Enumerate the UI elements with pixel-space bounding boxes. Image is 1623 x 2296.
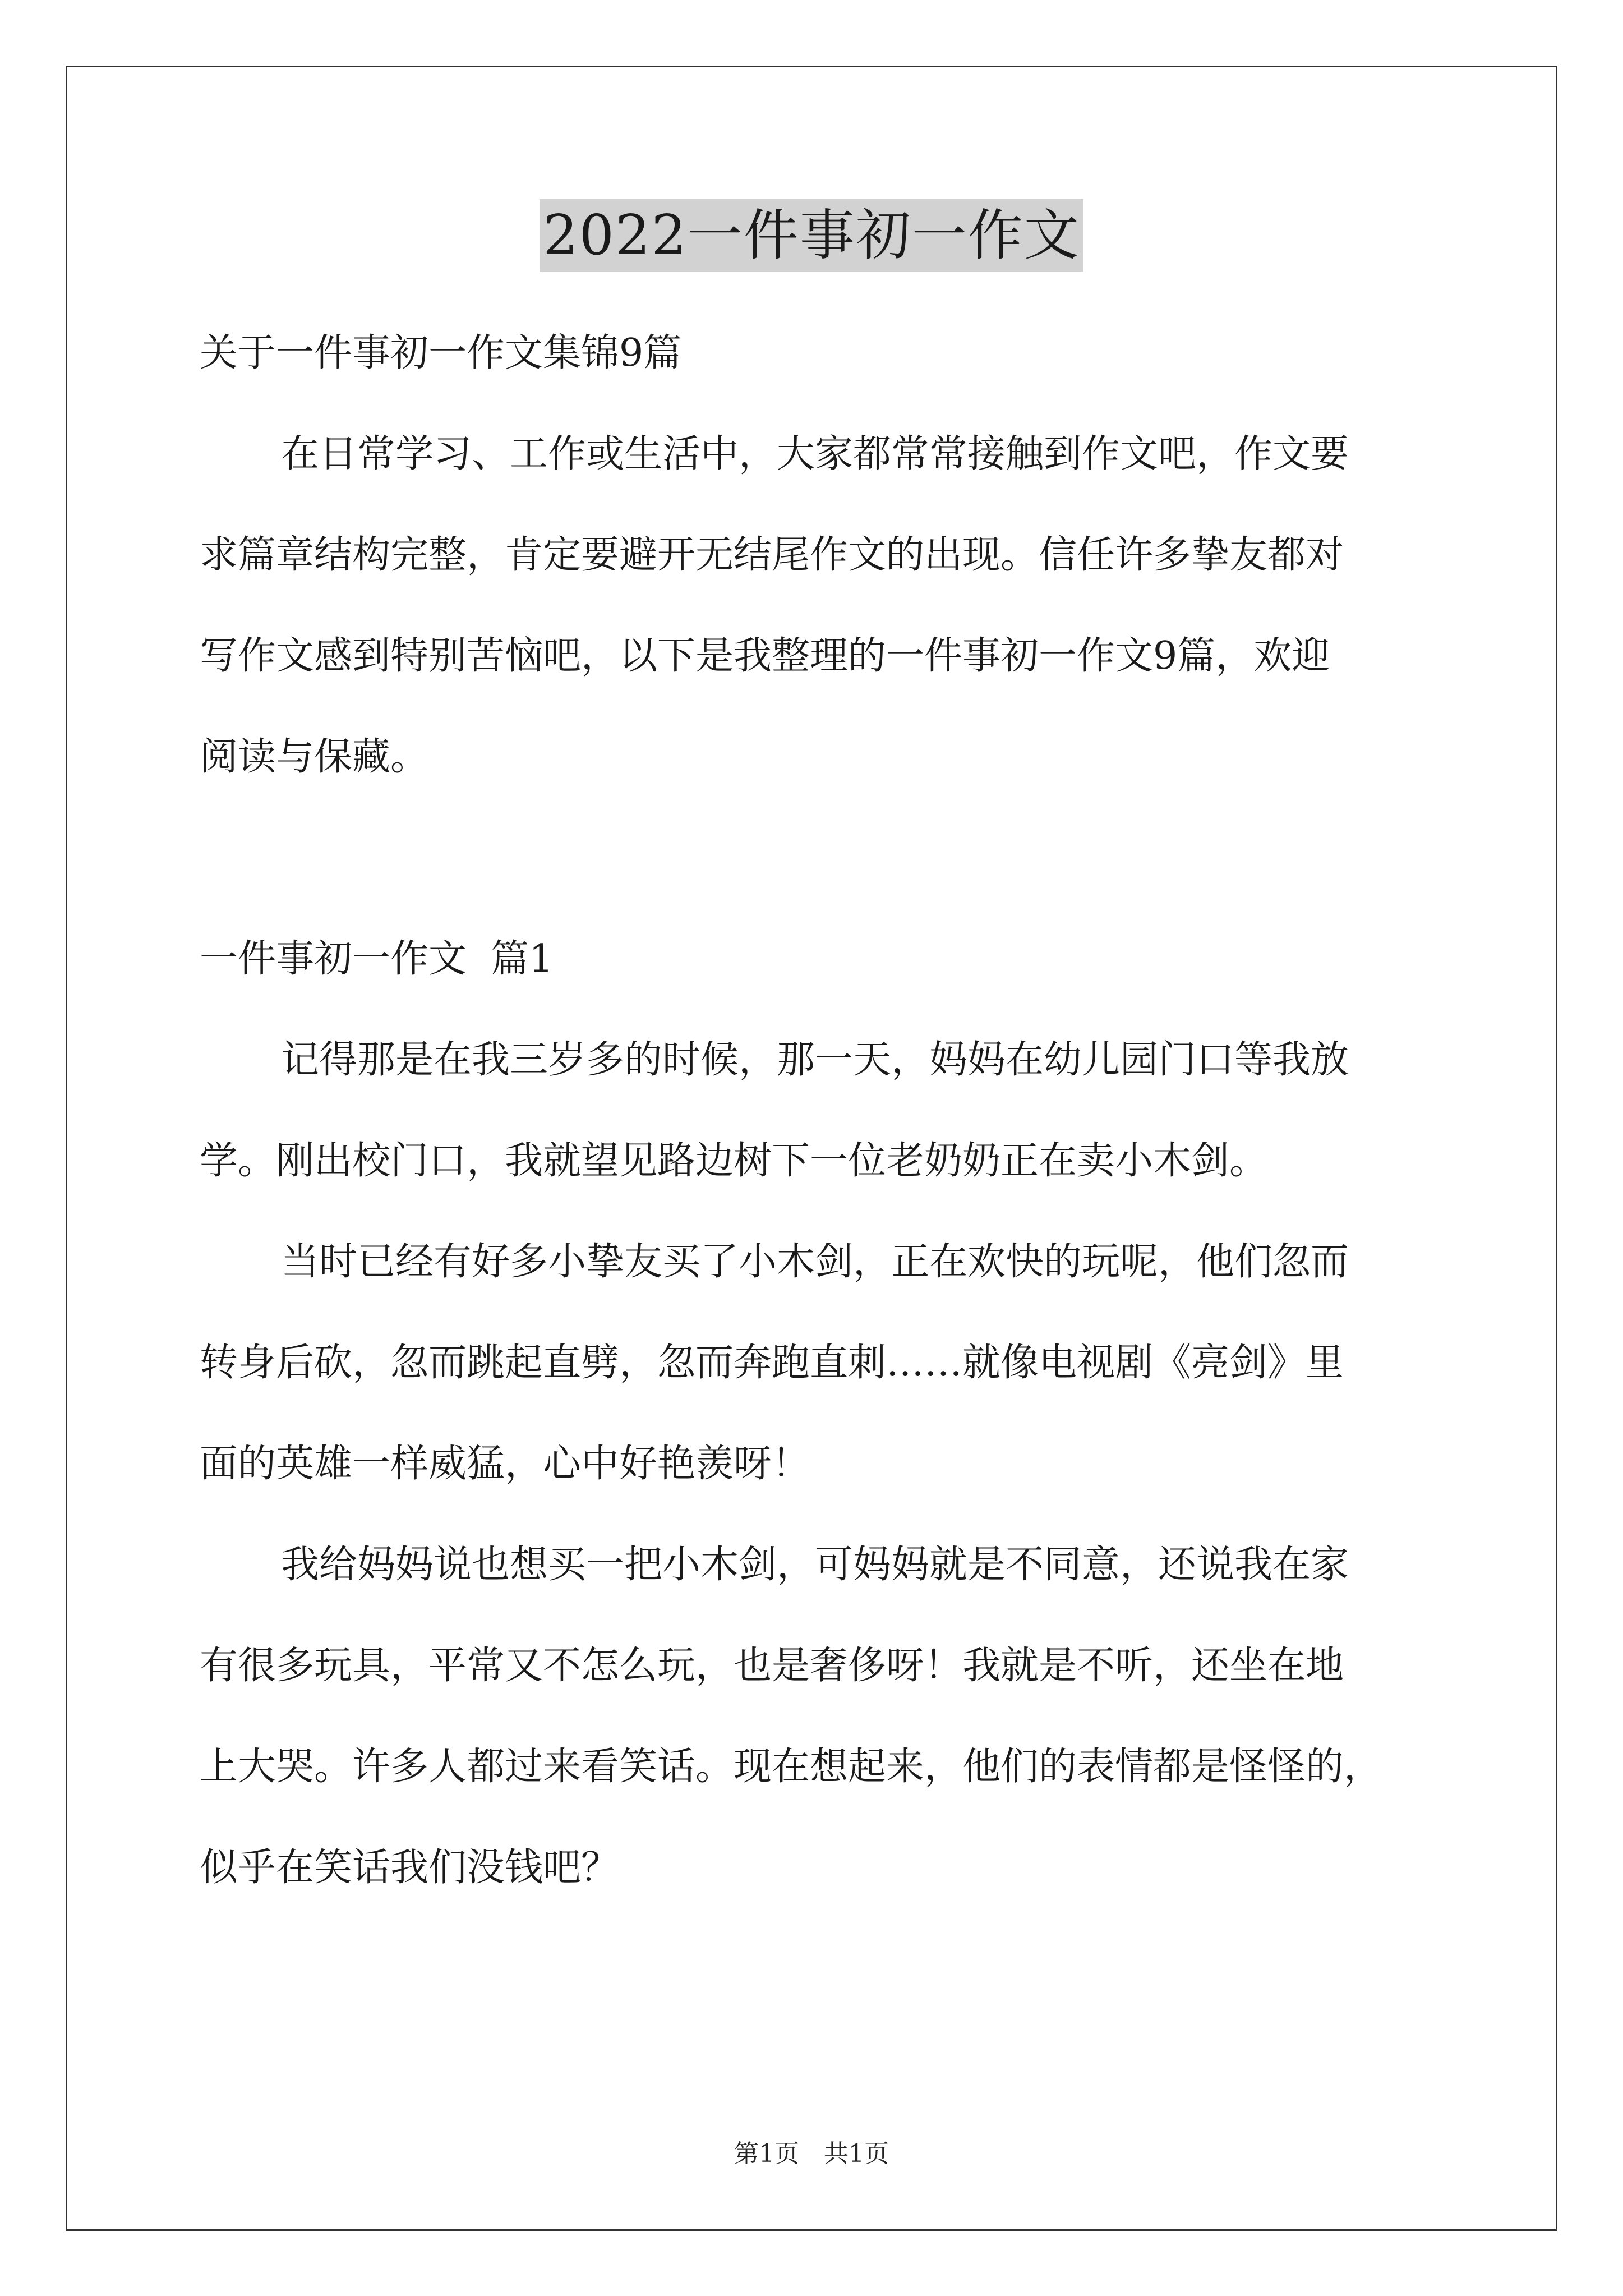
paragraph-line: 转身后砍，忽而跳起直劈，忽而奔跑直刺……就像电视剧《亮剑》里 bbox=[200, 1341, 1344, 1385]
spacer bbox=[200, 808, 1433, 909]
intro-line: 阅读与保藏。 bbox=[200, 735, 429, 779]
intro-line: 求篇章结构完整，肯定要避开无结尾作文的出现。信任许多挚友都对 bbox=[200, 533, 1344, 577]
page-footer bbox=[0, 2137, 1623, 2171]
page-number-total: 共1页 bbox=[824, 2139, 889, 2168]
intro-line: 在日常学习、工作或生活中，大家都常常接触到作文吧，作文要 bbox=[281, 432, 1349, 476]
paragraph-line: 上大哭。许多人都过来看笑话。现在想起来，他们的表情都是怪怪的， bbox=[200, 1745, 1382, 1789]
paragraph-line: 有很多玩具，平常又不怎么玩，也是奢侈呀！我就是不听，还坐在地 bbox=[200, 1644, 1344, 1688]
page-number-current: 第1页 bbox=[734, 2139, 799, 2168]
paragraph-line: 记得那是在我三岁多的时候，那一天，妈妈在幼儿园门口等我放 bbox=[281, 1038, 1349, 1082]
document-subtitle: 关于一件事初一作文集锦9篇 bbox=[200, 331, 682, 375]
paragraph-line: 当时已经有好多小挚友买了小木剑，正在欢快的玩呢，他们忽而 bbox=[281, 1240, 1349, 1284]
intro-line: 写作文感到特别苦恼吧，以下是我整理的一件事初一作文9篇，欢迎 bbox=[200, 634, 1330, 678]
paragraph-line: 似乎在笑话我们没钱吧？ bbox=[200, 1846, 620, 1890]
document-body bbox=[200, 303, 1433, 1918]
title-container bbox=[0, 199, 1623, 272]
paragraph-line: 我给妈妈说也想买一把小木剑，可妈妈就是不同意，还说我在家 bbox=[281, 1543, 1349, 1587]
paragraph-line: 学。刚出校门口，我就望见路边树下一位老奶奶正在卖小木剑。 bbox=[200, 1139, 1268, 1183]
document-title: 2022一件事初一作文 bbox=[540, 199, 1083, 272]
section-heading: 一件事初一作文 篇1 bbox=[200, 937, 554, 981]
paragraph-line: 面的英雄一样威猛，心中好艳羡呀！ bbox=[200, 1442, 810, 1486]
